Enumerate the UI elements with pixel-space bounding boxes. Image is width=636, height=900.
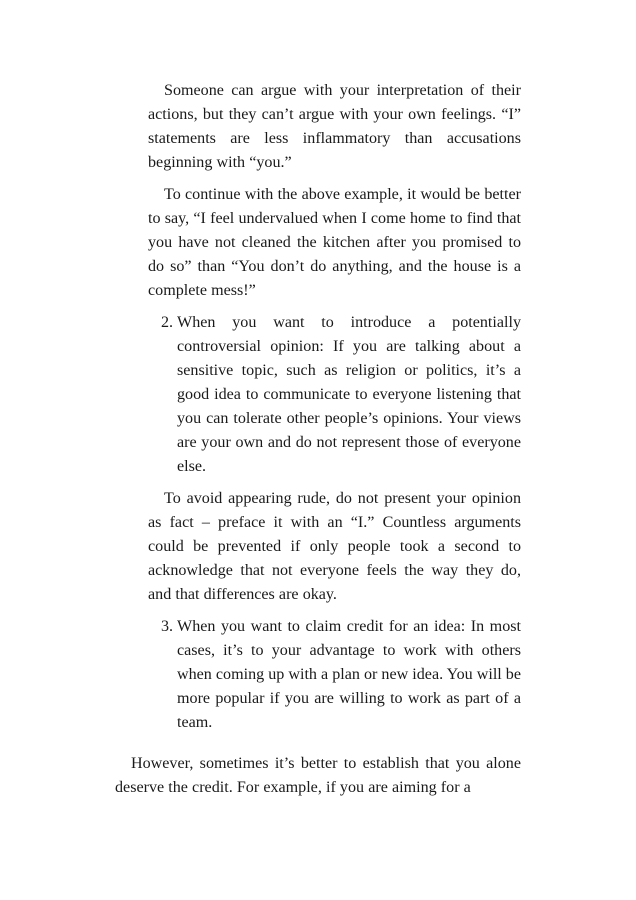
list-item-text: When you want to introduce a potentially controversial opinion: If you are talking about a sensitive topic, such as religion or politics, it’s a good idea to communicate to everyone listening that you can tolerate other people’s opinions. Your views are your own and do not represent those of everyone else. xyxy=(177,314,521,475)
list-item-number: 2. xyxy=(161,314,174,331)
paragraph-feelings: Someone can argue with your interpretation of their actions, but they can’t argue with your own feelings. “I” statements are less inflammatory than accusations beginning with “you.” xyxy=(148,82,521,171)
paragraph-however: However, sometimes it’s better to establish that you alone deserve the credit. For example, if you are aiming for a xyxy=(115,755,521,796)
paragraph-avoid-rude: To avoid appearing rude, do not present your opinion as fact – preface it with an “I.” Countless arguments could be prevented if only people took a second to acknowledge that not everyone feels the way they do, and that differences are okay. xyxy=(148,490,521,603)
paragraph-example: To continue with the above example, it would be better to say, “I feel undervalued when I come home to find that you have not cleaned the kitchen after you promised to do so” than “You don’t do anything, and the house is a complete mess!” xyxy=(148,186,521,299)
list-item-controversial-opinion xyxy=(161,311,521,479)
list-item-number: 3. xyxy=(161,618,174,635)
list-item-claim-credit xyxy=(161,615,521,735)
list-item-text: When you want to claim credit for an idea: In most cases, it’s to your advantage to work with others when coming up with a plan or new idea. You will be more popular if you are willing to work as part of a team. xyxy=(177,618,521,731)
